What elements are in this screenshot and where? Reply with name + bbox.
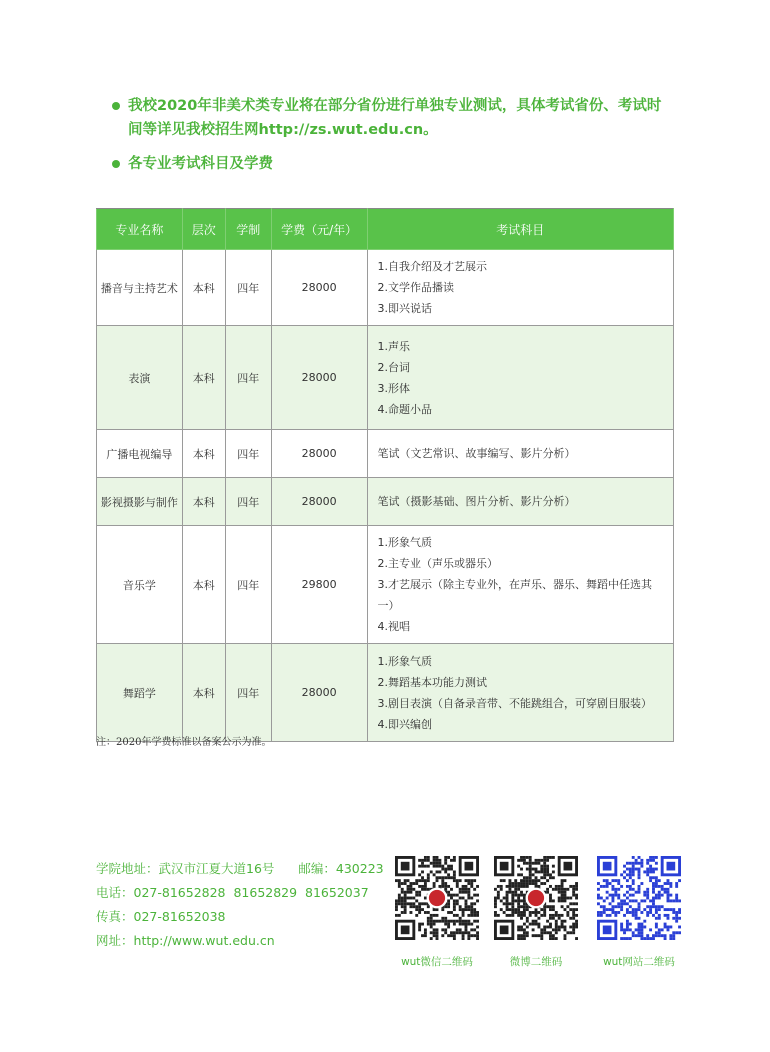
cell-subjects — [367, 644, 673, 742]
subject-item: 4.命题小品 — [377, 402, 433, 416]
cell-years: 四年 — [225, 644, 271, 742]
fax-line — [96, 905, 384, 929]
address-line — [96, 857, 384, 881]
cell-subjects — [367, 250, 673, 326]
web-line — [96, 929, 384, 953]
cell-years: 四年 — [225, 250, 271, 326]
table-row — [97, 326, 674, 430]
bullet-dot-icon — [112, 102, 120, 110]
intro-section — [112, 94, 672, 186]
school-emblem-icon — [528, 890, 544, 906]
cell-fee: 28000 — [271, 326, 367, 430]
intro-text-2: 各专业考试科目及学费 — [128, 156, 273, 172]
phone-value: 027-81652828 81652829 81652037 — [133, 885, 369, 900]
table-row — [97, 644, 674, 742]
website-qr-caption: wut网站二维码 — [603, 956, 675, 968]
cell-subjects — [367, 430, 673, 478]
cell-fee: 28000 — [271, 250, 367, 326]
weibo-qr-caption: 微博二维码 — [509, 956, 563, 968]
cell-major: 音乐学 — [97, 526, 183, 644]
wechat-qr-caption: wut微信二维码 — [401, 956, 473, 968]
cell-major: 播音与主持艺术 — [97, 250, 183, 326]
cell-major: 舞蹈学 — [97, 644, 183, 742]
cell-subjects — [367, 526, 673, 644]
cell-years: 四年 — [225, 430, 271, 478]
cell-major: 广播电视编导 — [97, 430, 183, 478]
cell-subjects — [367, 478, 673, 526]
web-value[interactable]: http://www.wut.edu.cn — [133, 933, 275, 948]
cell-level: 本科 — [182, 250, 225, 326]
zip-value: 430223 — [335, 861, 384, 876]
cell-major: 影视摄影与制作 — [97, 478, 183, 526]
subject-item: 2.主专业（声乐或器乐） — [377, 557, 499, 570]
weibo-qr-code-icon[interactable] — [494, 856, 578, 940]
subject-item: 1.形象气质 — [377, 536, 433, 549]
subject-item: 笔试（摄影基础、图片分析、影片分析） — [377, 495, 576, 508]
cell-subjects — [367, 326, 673, 430]
header-fee: 学费（元/年） — [271, 209, 367, 250]
fee-note: 注：2020年学费标准以备案公示为准。 — [96, 737, 272, 748]
subject-item: 4.即兴编创 — [377, 717, 433, 731]
table-row — [97, 250, 674, 326]
subject-item: 4.视唱 — [377, 620, 411, 633]
intro-bullet-2 — [112, 152, 672, 176]
cell-years: 四年 — [225, 526, 271, 644]
fax-label: 传真： — [96, 909, 134, 924]
subject-item: 3.剧目表演（自备录音带、不能跳组合，可穿剧目服装） — [377, 696, 653, 710]
subject-item: 3.形体 — [377, 381, 411, 395]
intro-bullet-1 — [112, 94, 672, 142]
majors-table — [96, 208, 674, 742]
cell-fee: 28000 — [271, 430, 367, 478]
address-value: 武汉市江夏大道16号 — [158, 861, 275, 876]
website-qr-code-icon[interactable] — [597, 856, 681, 940]
subject-item: 2.舞蹈基本功能力测试 — [377, 675, 488, 689]
cell-fee: 28000 — [271, 478, 367, 526]
table-row — [97, 526, 674, 644]
subject-item: 2.台词 — [377, 360, 411, 374]
table-row — [97, 430, 674, 478]
address-label: 学院地址： — [96, 861, 159, 876]
website-qr-block — [594, 856, 684, 969]
cell-level: 本科 — [182, 644, 225, 742]
school-emblem-icon — [429, 890, 445, 906]
table-header-row — [97, 209, 674, 250]
cell-fee: 29800 — [271, 526, 367, 644]
subject-item: 1.自我介绍及才艺展示 — [377, 260, 488, 273]
weibo-qr-block — [491, 856, 581, 969]
fax-value: 027-81652038 — [133, 909, 226, 924]
header-major: 专业名称 — [97, 209, 183, 250]
wechat-qr-block — [392, 856, 482, 969]
cell-fee: 28000 — [271, 644, 367, 742]
subject-item: 1.形象气质 — [377, 654, 433, 668]
header-level: 层次 — [182, 209, 225, 250]
wechat-qr-code-icon[interactable] — [395, 856, 479, 940]
subject-item: 3.才艺展示（除主专业外，在声乐、器乐、舞蹈中任选其一） — [377, 578, 653, 612]
header-years: 学制 — [225, 209, 271, 250]
subject-item: 1.声乐 — [377, 339, 411, 353]
header-subjects: 考试科目 — [367, 209, 673, 250]
cell-level: 本科 — [182, 526, 225, 644]
subject-item: 2.文学作品播读 — [377, 281, 455, 294]
table-row — [97, 478, 674, 526]
intro-text-1: 我校2020年非美术类专业将在部分省份进行单独专业测试，具体考试省份、考试时间等详见我校招生网http://zs.wut.edu.cn。 — [128, 98, 662, 138]
contact-info — [96, 857, 384, 953]
subject-item: 3.即兴说话 — [377, 302, 433, 315]
web-label: 网址： — [96, 933, 134, 948]
zip-label: 邮编： — [298, 861, 336, 876]
cell-level: 本科 — [182, 478, 225, 526]
bullet-dot-icon — [112, 160, 120, 168]
phone-line — [96, 881, 384, 905]
cell-major: 表演 — [97, 326, 183, 430]
subject-item: 笔试（文艺常识、故事编写、影片分析） — [377, 447, 576, 460]
cell-years: 四年 — [225, 326, 271, 430]
cell-level: 本科 — [182, 430, 225, 478]
cell-years: 四年 — [225, 478, 271, 526]
cell-level: 本科 — [182, 326, 225, 430]
phone-label: 电话： — [96, 885, 134, 900]
